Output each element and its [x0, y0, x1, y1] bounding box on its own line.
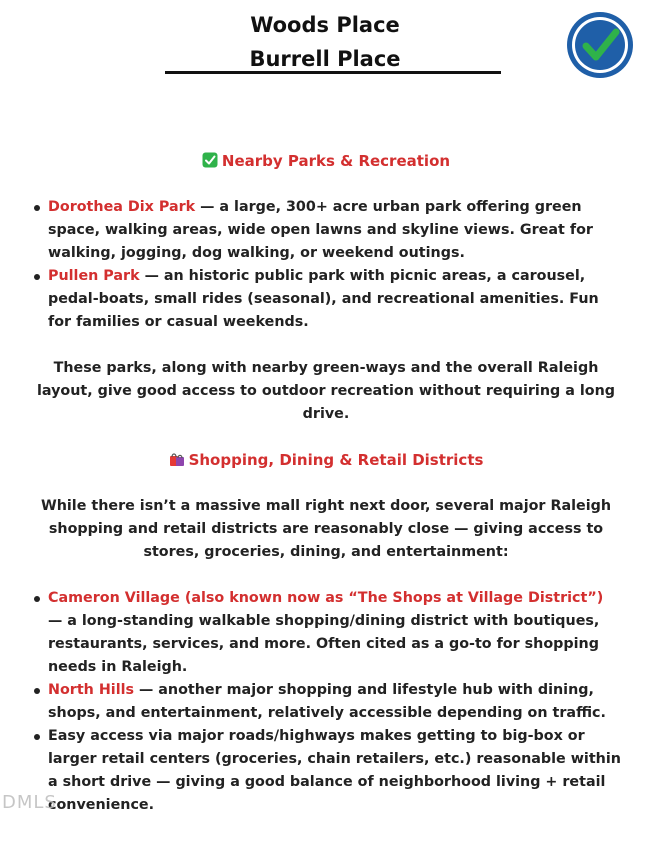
- district-description: — a long-standing walkable shopping/dining district with boutiques, restaurants, services, and more. Often cited as a go-to for shopping needs in Raleigh.: [48, 613, 600, 675]
- shopping-intro: While there isn’t a massive mall right next door, several major Raleigh shopping and retail districts are reasonably close — giving access to stores, groceries, dining, and entertainment:: [40, 498, 612, 560]
- list-item: [48, 196, 622, 265]
- parks-summary: These parks, along with nearby green-ways and the overall Raleigh layout, give good access to outdoor recreation without requiring a long drive.: [37, 360, 615, 422]
- park-description: — a large, 300+ acre urban park offering green space, walking areas, wide open lawns and skyline views. Great for walking, jogging, dog walking, or weekend outings.: [48, 199, 593, 261]
- title-line-1: Woods Place: [250, 13, 400, 37]
- parks-list: [30, 196, 622, 334]
- shopping-heading-text: Shopping, Dining & Retail Districts: [188, 451, 484, 469]
- parks-heading-text: Nearby Parks & Recreation: [221, 152, 451, 170]
- park-name: Pullen Park: [48, 268, 140, 284]
- check-badge-icon: [565, 10, 635, 80]
- park-name: Dorothea Dix Park: [48, 199, 196, 215]
- title-underline: [165, 71, 501, 74]
- list-item: [48, 725, 622, 817]
- title-line-2: Burrell Place: [249, 47, 401, 71]
- check-box-emoji-icon: [202, 152, 218, 168]
- list-item: [48, 587, 622, 679]
- mls-watermark: DMLS: [2, 792, 57, 813]
- list-item: [48, 265, 622, 334]
- page-header: [0, 8, 650, 76]
- shopping-bags-emoji-icon: [169, 451, 185, 467]
- main-content: [30, 150, 622, 817]
- list-item: [48, 679, 622, 725]
- district-name: North Hills: [48, 682, 135, 698]
- district-name: Cameron Village (also known now as “The Shops at Village District”): [48, 590, 604, 606]
- shopping-heading: [30, 449, 622, 472]
- shopping-list: [30, 587, 622, 817]
- district-description: Easy access via major roads/highways makes getting to big-box or larger retail centers (groceries, chain retailers, etc.) reasonable within a short drive — giving a good balance of neighborhood living + retail convenience.: [48, 728, 621, 813]
- parks-heading: [30, 150, 622, 173]
- park-description: — an historic public park with picnic areas, a carousel, pedal-boats, small rides (seasonal), and recreational amenities. Fun for families or casual weekends.: [48, 268, 599, 330]
- district-description: — another major shopping and lifestyle hub with dining, shops, and entertainment, relatively accessible depending on traffic.: [48, 682, 606, 721]
